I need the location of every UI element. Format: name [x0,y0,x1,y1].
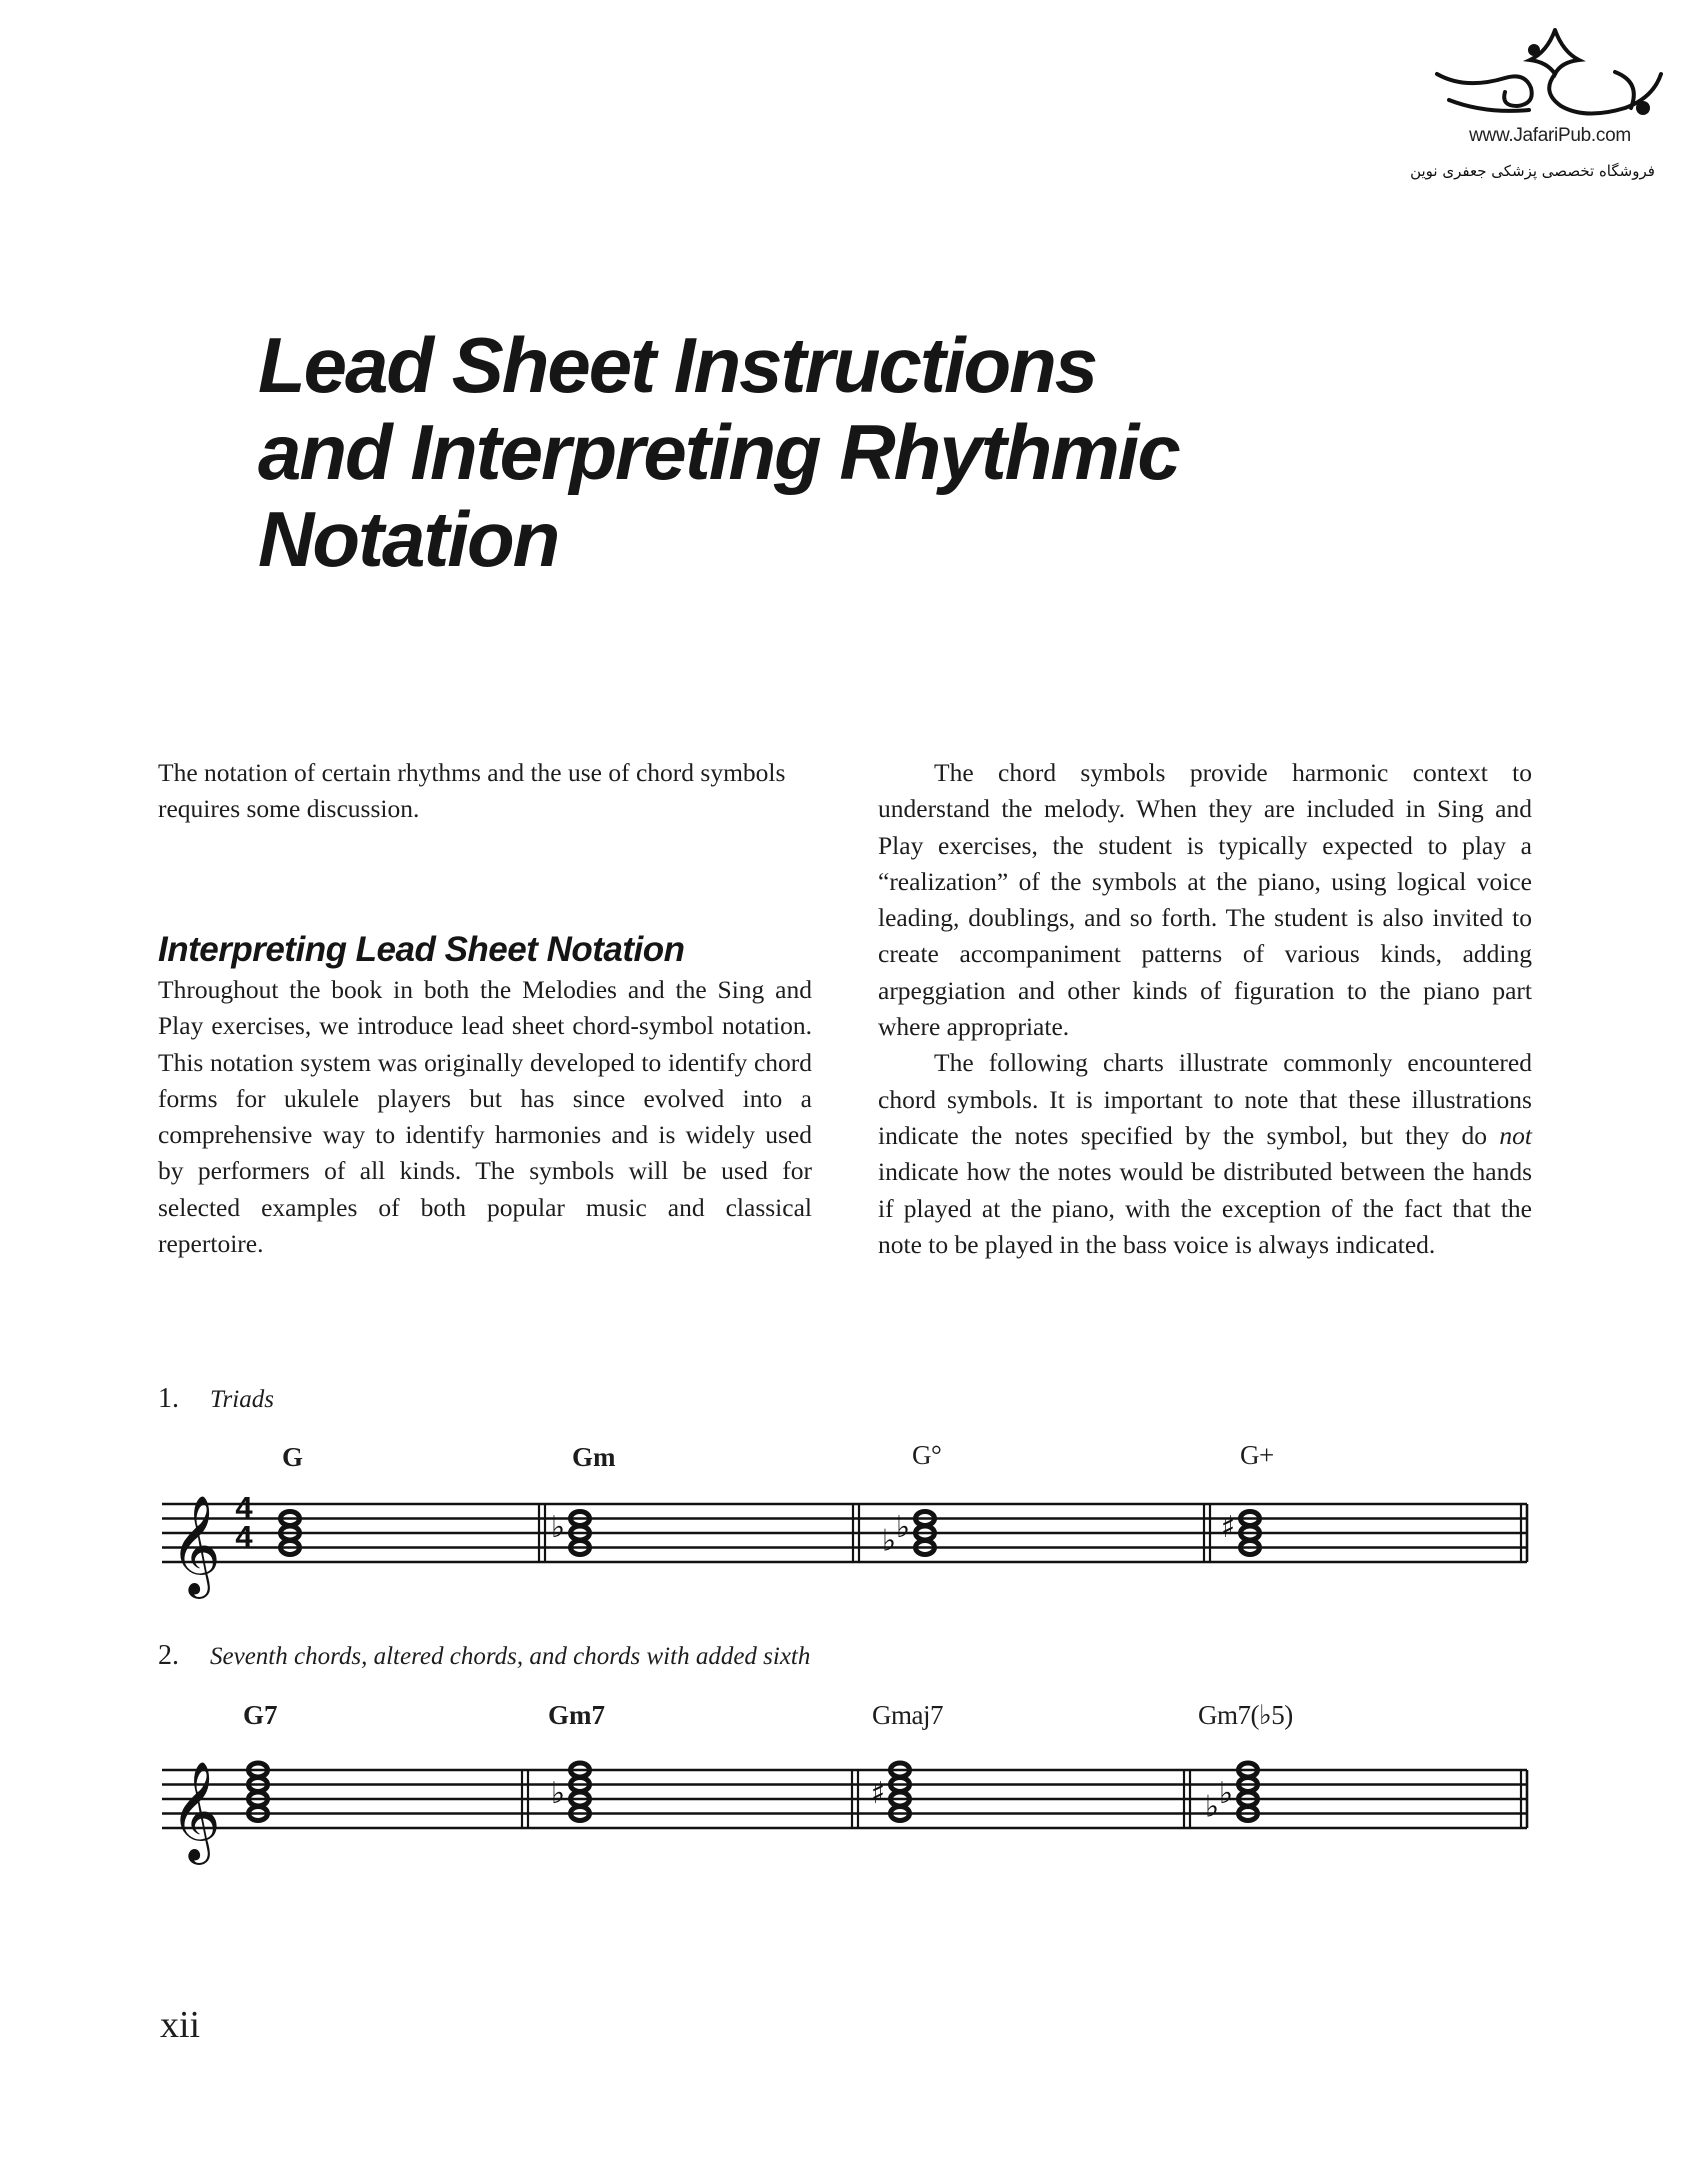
time-signature-top: 4 [235,1490,253,1525]
right-paragraph-2-start: The following charts illustrate commonly encountered chord symbols. It is important to note that these illustrations indicate the notes specified by the symbol, but they do [878,1048,1532,1150]
example-2-caption: Seventh chords, altered chords, and chords with added sixth [210,1643,811,1670]
chord-symbol-Gmaj7: Gmaj7 [872,1700,943,1730]
chord-symbol-Gm: Gm [572,1442,616,1472]
time-signature-bottom: 4 [235,1519,253,1554]
flat-icon: ♭ [550,1776,566,1812]
section-paragraph-text: Throughout the book in both the Melodies and the Sing and Play exercises, we introduce lead sheet chord-symbol notation. This notation system was originally developed to identify chord forms for ukulele players but has since evolved into a comprehensive way to identify harmonies and is widely used by performers of all kinds. The symbols will be used for selected examples of both popular music and classical repertoire. [158,975,812,1259]
intro-text: The notation of certain rhythms and the use of chord symbols requires some discussion. [158,758,786,824]
section-heading: Interpreting Lead Sheet Notation [158,930,685,969]
treble-clef-icon: 𝄞 [170,1495,221,1595]
right-paragraph-2-end: indicate how the notes would be distributed between the hands if played at the piano, with the exception of the fact that the note to be played in the bass voice is always indicated. [878,1157,1532,1259]
sharp-icon: ♯ [1220,1510,1236,1546]
time-signature [232,1490,256,1554]
sharp-icon: ♯ [870,1776,886,1812]
logo-url: www.JafariPub.com [1469,125,1631,146]
flat-icon: ♭ [895,1510,911,1546]
title-line-2: and Interpreting Rhythmic [258,408,1179,496]
chord-symbol-Gdim: G° [912,1440,942,1470]
chord-symbol-G7: G7 [243,1700,278,1730]
chord-symbol-G: G [282,1442,304,1472]
title-line-3: Notation [258,495,559,583]
treble-clef-icon: 𝄞 [170,1761,221,1861]
flat-icon: ♭ [550,1510,566,1546]
flat-icon: ♭ [1204,1789,1220,1825]
example-1-caption: Triads [210,1386,274,1413]
chord-symbol-Gm7b5: Gm7(♭5) [1198,1700,1293,1730]
example-2-number: 2. [158,1640,179,1671]
chord-symbol-Gaug: G+ [1240,1440,1274,1470]
chord-symbol-Gm7: Gm7 [548,1700,605,1730]
right-paragraph-1: The chord symbols provide harmonic context to understand the melody. When they are included in Sing and Play exercises, the student is typically expected to play a “realization” of the symbols at the piano, using logical voice leading, doublings, and so forth. The student is also invited to create accompaniment patterns of various kinds, adding arpeggiation and other kinds of figuration to the piano part where appropriate. [878,758,1532,1042]
logo-tagline: فروشگاه تخصصی پزشکی جعفری نوین [1410,162,1655,180]
flat-icon: ♭ [881,1523,897,1559]
flat-icon: ♭ [1218,1776,1234,1812]
example-1-number: 1. [158,1383,179,1414]
page-number: xii [160,2004,201,2046]
title-line-1: Lead Sheet Instructions [258,321,1097,409]
emphasis-not: not [1499,1120,1532,1150]
